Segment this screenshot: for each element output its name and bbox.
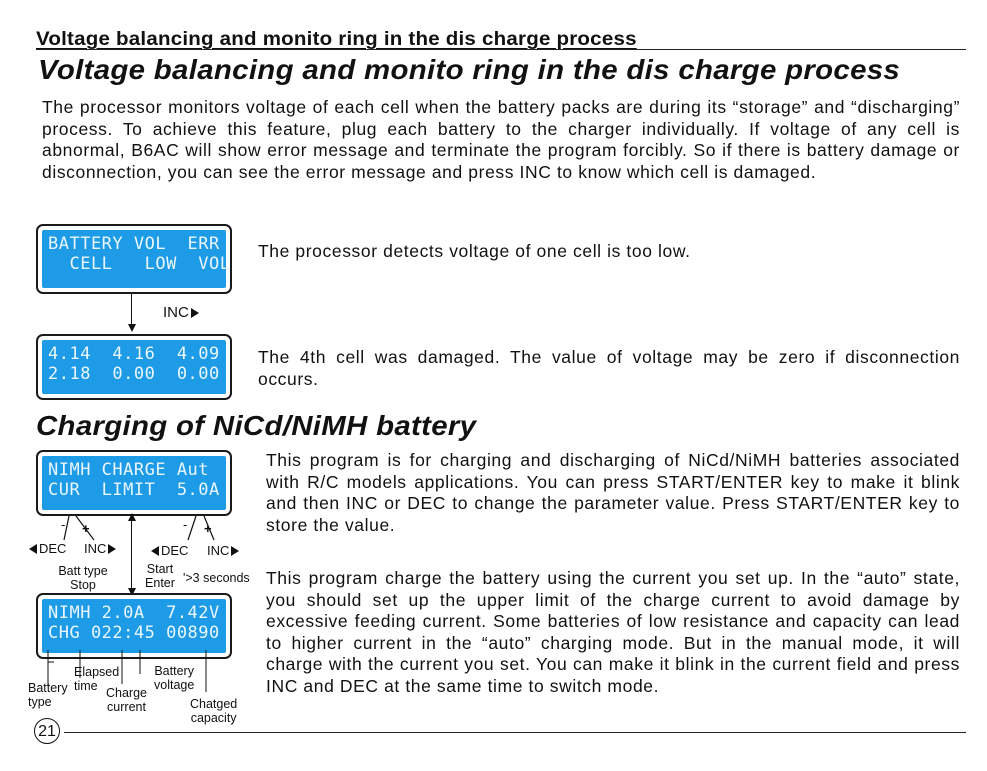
lcd-error-line-1: BATTERY VOL ERR: [48, 234, 220, 254]
lcd-nimh-setup-screen: [42, 456, 226, 510]
lcd-nimh-setup-line-1: NIMH CHARGE Aut: [48, 460, 210, 480]
up-arrow-icon: [128, 513, 136, 521]
nimh-running-caption: This program charge the battery using the current you set up. In the “auto” state, you should set up the upper limit of the charge current to avoid damage by excessive feeding current. Some batteries of low resistance and capacity can lead to higher current in the “auto” charging mode. But in the manual mode, it will charge with the current you set. You can make it blink in the current field and press INC and DEC at the same time to switch mode.: [266, 568, 960, 696]
intro-paragraph: The processor monitors voltage of each cell when the battery packs are during its “storage” and “discharging” process. To achieve this feature, plug each battery to the charger individually. If voltage of any cell is abnormal, B6AC will show error message and terminate the program forcibly. So if there is battery damage or disconnection, you can see the error message and press INC to know which cell is damaged.: [42, 97, 960, 182]
inc-control-left: [84, 541, 116, 556]
lcd-nimh-running-screen: [42, 599, 226, 653]
left-triangle-icon: [29, 544, 37, 554]
section-title-nicd-nimh: Charging of NiCd/NiMH battery: [36, 410, 477, 441]
lcd-nimh-running-line-1: NIMH 2.0A 7.42V: [48, 603, 220, 623]
lcd-voltages-screen: [42, 340, 226, 394]
footer-rule: [64, 732, 966, 733]
plus-sign-right: +: [204, 521, 212, 536]
lcd-nimh-setup-display: [36, 450, 232, 516]
inc-flow-line: [131, 294, 132, 324]
three-seconds-label: '>3 seconds: [183, 571, 250, 585]
page-number: 21: [34, 718, 60, 744]
lcd-nimh-running-line-2: CHG 022:45 00890: [48, 623, 220, 643]
batt-type-stop-label: Batt type Stop: [58, 564, 108, 592]
lcd-voltages-line-1: 4.14 4.16 4.09: [48, 344, 220, 364]
minus-sign-right: -: [183, 517, 188, 532]
minus-sign-left: -: [61, 517, 66, 532]
lcd-error-screen: [42, 230, 231, 288]
legend-charge-current: Charge current: [106, 686, 147, 714]
inc-step-label: [163, 304, 199, 321]
page-title: Voltage balancing and monito ring in the dis charge process: [38, 54, 901, 85]
inc-label-left: INC: [84, 541, 107, 556]
dec-control-left: [29, 541, 66, 556]
dec-label-left: DEC: [39, 541, 67, 556]
lcd-voltages-caption: The 4th cell was damaged. The value of voltage may be zero if disconnection occurs.: [258, 347, 960, 389]
plus-sign-left: +: [82, 521, 90, 536]
lcd-nimh-setup-line-2: CUR LIMIT 5.0A: [48, 480, 220, 500]
header-rule: [36, 49, 966, 50]
left-triangle-icon: [151, 546, 159, 556]
legend-battery-voltage: Battery voltage: [154, 664, 195, 692]
right-triangle-icon: [231, 546, 239, 556]
dec-control-right: [151, 543, 188, 558]
legend-battery-type: Battery type: [28, 681, 68, 709]
lcd-voltages-line-2: 2.18 0.00 0.00: [48, 364, 220, 384]
legend-charged-capacity: Chatged capacity: [190, 697, 238, 725]
lcd-error-caption: The processor detects voltage of one cell is too low.: [258, 241, 691, 261]
lcd-error-display: [36, 224, 232, 294]
nimh-setup-caption: This program is for charging and discharging of NiCd/NiMH batteries associated with R/C models applications. You can press START/ENTER key to make it blink and then INC or DEC to change the parameter value. Press START/ENTER key to store the value.: [266, 450, 960, 535]
lcd-error-line-2: CELL LOW VOL: [48, 254, 231, 274]
legend-elapsed-time: Elapsed time: [74, 665, 120, 693]
start-flow-line: [131, 520, 132, 590]
down-arrow-icon: [128, 324, 136, 332]
inc-control-right: [207, 543, 239, 558]
inc-label-right: INC: [207, 543, 230, 558]
header-small-title: Voltage balancing and monito ring in the dis charge process: [36, 29, 637, 50]
lcd-voltages-display: [36, 334, 232, 400]
inc-step-text: INC: [163, 304, 189, 321]
right-triangle-icon: [191, 308, 199, 318]
right-triangle-icon: [108, 544, 116, 554]
dec-label-right: DEC: [161, 543, 189, 558]
start-enter-label: Start Enter: [145, 562, 175, 590]
